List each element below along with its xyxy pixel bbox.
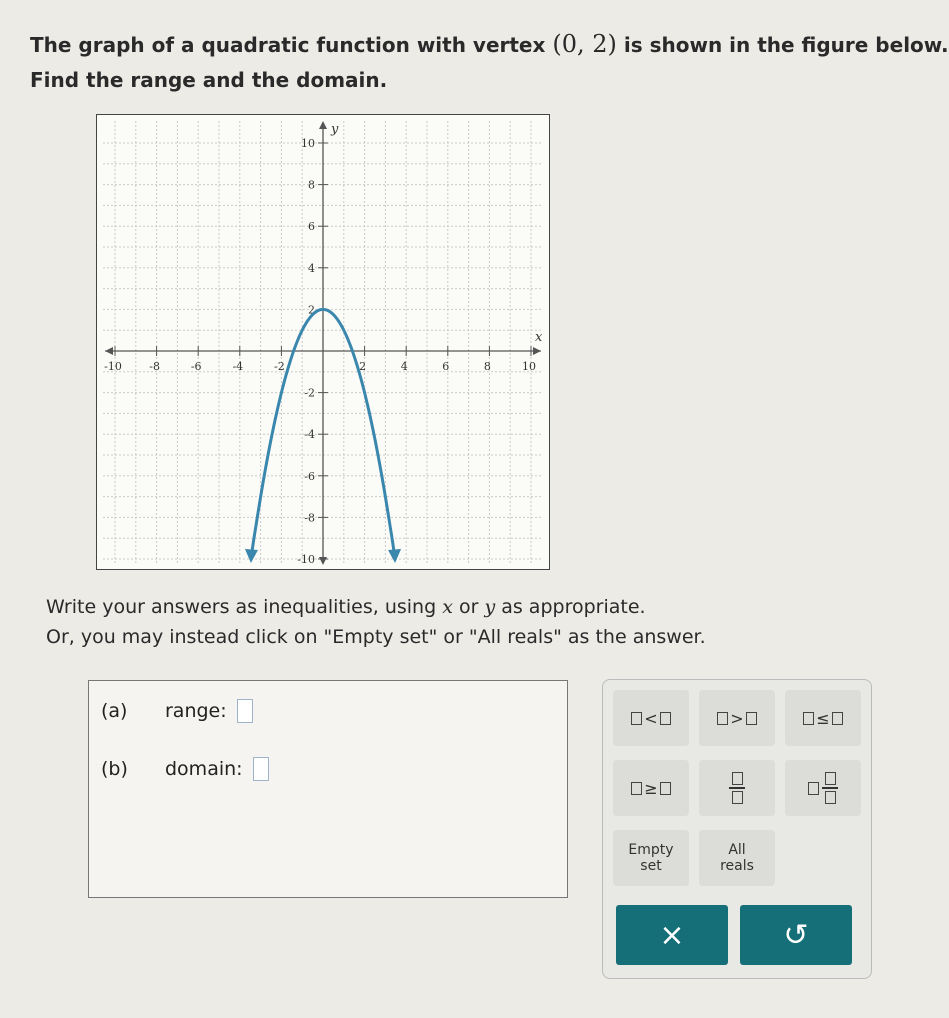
instructions-text-end: as appropriate. <box>501 596 646 618</box>
y-tick-label: 8 <box>308 178 315 192</box>
instructions-line-2: Or, you may instead click on "Empty set" or "All reals" as the answer. <box>46 626 706 648</box>
range-input[interactable] <box>237 699 253 723</box>
x-tick-label: 4 <box>400 360 408 373</box>
y-tick-label: 10 <box>301 137 315 150</box>
x-tick-label: 6 <box>442 360 450 373</box>
greater-equal-symbol: ≥ <box>644 778 658 798</box>
x-axis-arrow-right <box>533 347 541 355</box>
placeholder-box-icon <box>631 712 642 725</box>
curve-arrow-left <box>245 549 258 563</box>
x-tick-label: 8 <box>483 360 491 373</box>
greater-equal-key[interactable] <box>613 760 689 816</box>
placeholder-box-icon <box>660 782 671 795</box>
question-line-1 <box>30 30 949 58</box>
x-tick-label: -2 <box>274 360 285 373</box>
y-axis-arrow-up <box>319 121 327 129</box>
less-equal-key[interactable] <box>785 690 861 746</box>
all-reals-label-2: reals <box>720 858 754 874</box>
quadratic-graph <box>97 115 549 569</box>
y-tick-label: -8 <box>304 511 315 525</box>
placeholder-box-icon <box>631 782 642 795</box>
part-b-label: (b) <box>101 758 128 780</box>
x-tick-label: -4 <box>232 360 244 373</box>
y-axis-arrow-down <box>319 557 327 565</box>
placeholder-box-icon <box>808 782 819 795</box>
empty-set-label-2: set <box>640 858 662 874</box>
y-tick-label: 6 <box>308 220 315 234</box>
domain-label: domain: <box>165 758 243 780</box>
question-text: The graph of a quadratic function with vertex <box>30 33 546 57</box>
part-a-label: (a) <box>101 700 128 722</box>
fraction-icon <box>822 772 838 804</box>
empty-set-key[interactable] <box>613 830 689 886</box>
empty-set-label-1: Empty <box>628 842 674 858</box>
x-tick-label: 10 <box>522 360 536 373</box>
x-axis-label: x <box>535 330 543 345</box>
fraction-icon <box>729 772 745 804</box>
mixed-number-key[interactable] <box>785 760 861 816</box>
vertex-value: (0, 2) <box>552 30 617 58</box>
question-line-2: Find the range and the domain. <box>30 68 388 92</box>
instructions-line-1 <box>46 596 646 618</box>
y-tick-label: 4 <box>308 261 315 275</box>
y-tick-label: -10 <box>297 553 315 566</box>
placeholder-box-icon <box>746 712 757 725</box>
x-axis-arrow-left <box>105 347 113 355</box>
less-than-symbol: < <box>644 708 658 728</box>
all-reals-label-1: All <box>728 842 746 858</box>
placeholder-box-icon <box>832 712 843 725</box>
clear-button[interactable] <box>616 905 728 965</box>
domain-row <box>101 757 269 781</box>
x-tick-label: -8 <box>149 360 160 373</box>
fraction-key[interactable] <box>699 760 775 816</box>
range-row <box>101 699 253 723</box>
all-reals-key[interactable] <box>699 830 775 886</box>
instructions-text: Write your answers as inequalities, using <box>46 596 437 618</box>
y-tick-label: -2 <box>304 386 315 400</box>
question-text-end: is shown in the figure below. <box>623 33 949 57</box>
graph-panel <box>96 114 550 570</box>
undo-icon: ↺ <box>783 917 809 953</box>
less-than-key[interactable] <box>613 690 689 746</box>
range-label: range: <box>165 700 227 722</box>
var-y: y <box>484 596 496 618</box>
y-tick-label: -6 <box>304 469 315 483</box>
placeholder-box-icon <box>660 712 671 725</box>
x-tick-label: 2 <box>359 360 367 373</box>
curve-arrow-right <box>388 549 401 563</box>
answer-panel <box>88 680 568 898</box>
greater-than-key[interactable] <box>699 690 775 746</box>
less-equal-symbol: ≤ <box>816 708 830 728</box>
domain-input[interactable] <box>253 757 269 781</box>
x-tick-label: -6 <box>190 360 202 373</box>
placeholder-box-icon <box>717 712 728 725</box>
x-tick-label: -10 <box>104 360 122 373</box>
greater-than-symbol: > <box>730 708 744 728</box>
y-axis-label: y <box>331 122 339 137</box>
close-icon: × <box>659 917 685 953</box>
var-x: x <box>442 596 453 618</box>
y-tick-label: -4 <box>304 428 315 442</box>
placeholder-box-icon <box>803 712 814 725</box>
instructions-or: or <box>458 596 479 618</box>
y-tick-label: 2 <box>308 303 315 317</box>
undo-button[interactable] <box>740 905 852 965</box>
